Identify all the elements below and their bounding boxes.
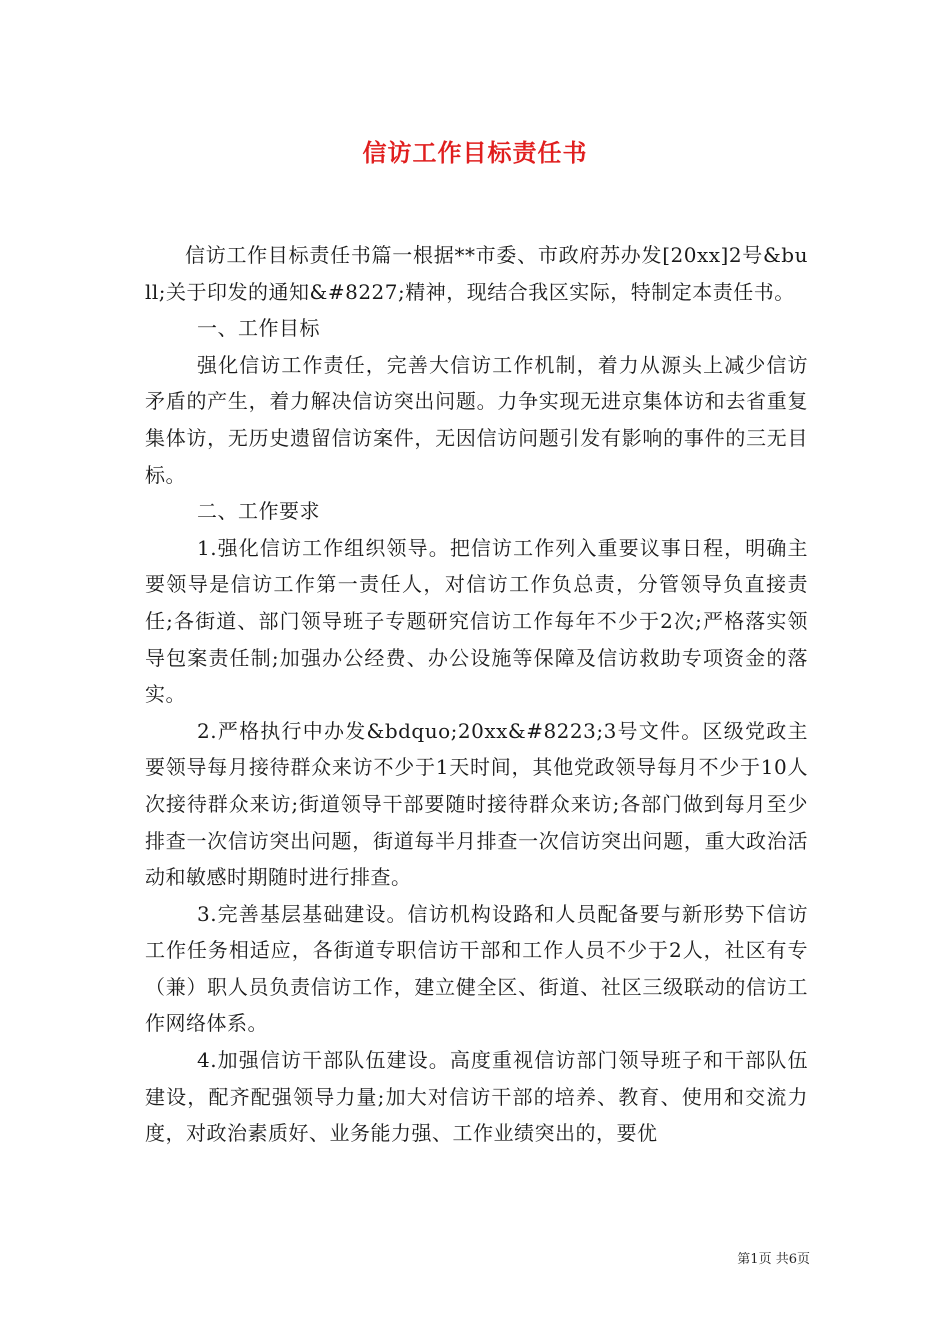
paragraph-requirement-2: 2.严格执行中办发&bdquo;20xx&#8223;3号文件。区级党政主要领导每月接待群众来访不少于1天时间，其他党政领导每月不少于10人次接待群众来访;街道领导干部要随时接待群众来访;各部门做到每月至少排查一次信访突出问题，街道每半月排查一次信访突出问题，重大政治活动和敏感时期随时进行排查。 — [145, 718, 808, 890]
heading-work-requirements: 二、工作要求 — [197, 499, 320, 524]
footer-middle: 页 共 — [758, 1252, 789, 1267]
paragraph-work-goals: 强化信访工作责任，完善大信访工作机制，着力从源头上减少信访矛盾的产生，着力解决信访突出问题。力争实现无进京集体访和去省重复集体访，无历史遗留信访案件，无因信访问题引发有影响的事件的三无目标。 — [145, 352, 808, 487]
footer-current-page: 1 — [750, 1252, 759, 1267]
paragraph-requirement-4: 4.加强信访干部队伍建设。高度重视信访部门领导班子和干部队伍建设，配齐配强领导力量;加大对信访干部的培养、教育、使用和交流力度，对政治素质好、业务能力强、工作业绩突出的，要优 — [145, 1048, 808, 1146]
footer-total-pages: 6 — [788, 1252, 797, 1267]
footer-prefix: 第 — [737, 1252, 751, 1267]
footer-suffix: 页 — [796, 1252, 810, 1267]
document-title: 信访工作目标责任书 — [362, 139, 588, 167]
paragraph-requirement-1: 1.强化信访工作组织领导。把信访工作列入重要议事日程，明确主要领导是信访工作第一责任人，对信访工作负总责，分管领导负直接责任;各街道、部门领导班子专题研究信访工作每年不少于2次;严格落实领导包案责任制;加强办公经费、办公设施等保障及信访救助专项资金的落实。 — [145, 535, 808, 707]
page-footer — [660, 1248, 810, 1267]
paragraph-intro: 信访工作目标责任书篇一根据**市委、市政府苏办发[20xx]2号&bull;关于印发的通知&#8227;精神，现结合我区实际，特制定本责任书。 — [145, 243, 808, 304]
heading-work-goals: 一、工作目标 — [197, 316, 320, 341]
document-body — [145, 237, 808, 1152]
paragraph-requirement-3: 3.完善基层基础建设。信访机构设路和人员配备要与新形势下信访工作任务相适应，各街道专职信访干部和工作人员不少于2人，社区有专（兼）职人员负责信访工作，建立健全区、街道、社区三级联动的信访工作网络体系。 — [145, 901, 808, 1036]
